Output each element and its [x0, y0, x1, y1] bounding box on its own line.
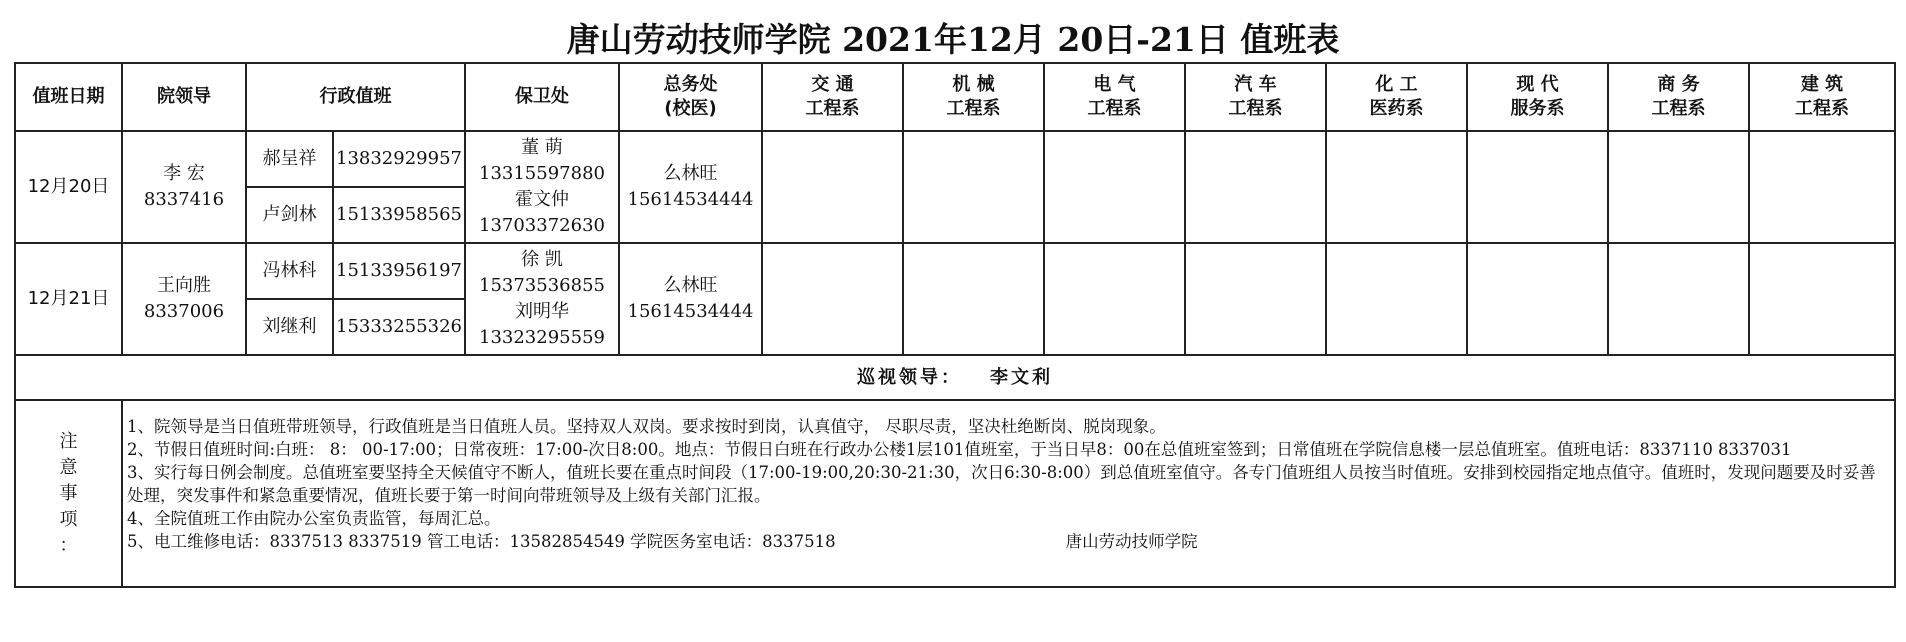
- security-phone: 15373536855: [479, 275, 605, 296]
- header-admin: 行政值班: [246, 63, 465, 131]
- note-item-last: [127, 530, 1890, 553]
- notes-label-char: 项: [59, 508, 78, 530]
- notes-label-char: 事: [59, 482, 78, 504]
- dept-line1: 机 械: [952, 74, 995, 95]
- header-dept-business: [1608, 63, 1749, 131]
- note-item: 3、实行每日例会制度。总值班室要坚持全天候值守不断人，值班长要在重点时间段（17:00-19:00,20:30-21:30，次日6:30-8:00）到总值班室值守。各专门值班组人员按当时值班。安排到校园指定地点值守。值班时，发现问题要及时妥善处理，突发事件和紧急重要情况，值班长要于第一时间向带班领导及上级有关部门汇报。: [127, 463, 1876, 505]
- dept-line1: 商 务: [1657, 74, 1700, 95]
- dept-cell-empty: [762, 131, 903, 243]
- dept-line2: 工程系: [1228, 98, 1283, 119]
- notes-content: [122, 400, 1895, 587]
- dept-line2: 工程系: [1651, 98, 1706, 119]
- dept-cell-empty: [1044, 243, 1185, 355]
- dept-cell-empty: [1326, 131, 1467, 243]
- notes-label-char: 意: [59, 456, 78, 478]
- dept-cell-empty: [1467, 131, 1608, 243]
- dept-line2: 工程系: [946, 98, 1001, 119]
- security-cell: [465, 131, 619, 243]
- dept-cell-empty: [1749, 243, 1895, 355]
- leader-cell: [122, 131, 246, 243]
- dept-line1: 电 气: [1093, 74, 1136, 95]
- security-name: 刘明华: [515, 301, 569, 322]
- general-phone: 15614534444: [627, 189, 754, 210]
- table-row: [15, 131, 1895, 187]
- table-row: [15, 243, 1895, 299]
- header-dept-electrical: [1044, 63, 1185, 131]
- header-dept-construction: [1749, 63, 1895, 131]
- duty-date: 12月21日: [15, 243, 122, 355]
- admin-phone: 15133956197: [333, 243, 465, 299]
- note-item: 1、院领导是当日值班带班领导，行政值班是当日值班人员。坚持双人双岗。要求按时到岗，认真值守， 尽职尽责，坚决杜绝断岗、脱岗现象。: [127, 417, 1166, 436]
- header-row: [15, 63, 1895, 131]
- dept-line2: 服务系: [1510, 98, 1565, 119]
- dept-cell-empty: [1467, 243, 1608, 355]
- dept-cell-empty: [903, 243, 1044, 355]
- dept-cell-empty: [1185, 131, 1326, 243]
- leader-phone: 8337006: [143, 301, 225, 322]
- patrol-name: 李文利: [990, 366, 1053, 388]
- header-security: 保卫处: [465, 63, 619, 131]
- header-general: [619, 63, 762, 131]
- security-phone: 13323295559: [479, 327, 605, 348]
- header-dept-automotive: [1185, 63, 1326, 131]
- dept-cell-empty: [903, 131, 1044, 243]
- header-date: 值班日期: [15, 63, 122, 131]
- general-cell: [619, 131, 762, 243]
- notes-label-char: 注: [59, 430, 78, 452]
- dept-cell-empty: [1608, 243, 1749, 355]
- patrol-label: 巡视领导：: [857, 366, 962, 388]
- duty-date: 12月20日: [15, 131, 122, 243]
- admin-phone: 13832929957: [333, 131, 465, 187]
- note-item: 4、全院值班工作由院办公室负责监管，每周汇总。: [127, 509, 501, 528]
- header-leader: 院领导: [122, 63, 246, 131]
- dept-line1: 建 筑: [1800, 74, 1844, 95]
- notes-label: [15, 400, 122, 587]
- signature: 唐山劳动技师学院: [1065, 532, 1198, 551]
- dept-cell-empty: [1608, 131, 1749, 243]
- leader-phone: 8337416: [143, 189, 225, 210]
- general-name: 么林旺: [663, 275, 718, 296]
- security-name: 霍文仲: [515, 189, 569, 210]
- dept-line1: 交 通: [811, 74, 854, 95]
- header-general-line2: (校医): [664, 98, 717, 119]
- duty-table: [14, 62, 1896, 588]
- leader-cell: [122, 243, 246, 355]
- general-name: 么林旺: [663, 163, 718, 184]
- admin-name: 卢剑林: [246, 187, 333, 243]
- admin-name: 刘继利: [246, 299, 333, 355]
- header-dept-transport: [762, 63, 903, 131]
- dept-line2: 医药系: [1369, 98, 1424, 119]
- general-phone: 15614534444: [627, 301, 754, 322]
- dept-cell-empty: [762, 243, 903, 355]
- leader-name: 李 宏: [163, 163, 205, 184]
- admin-phone: 15133958565: [333, 187, 465, 243]
- security-name: 徐 凯: [521, 249, 563, 270]
- admin-name: 冯林科: [246, 243, 333, 299]
- header-dept-chemical: [1326, 63, 1467, 131]
- header-dept-mechanical: [903, 63, 1044, 131]
- note-item: 5、电工维修电话：8337513 8337519 管工电话：13582854549 学院医务室电话：8337518: [127, 532, 836, 551]
- patrol-row: [15, 355, 1895, 400]
- security-phone: 13315597880: [479, 163, 605, 184]
- security-cell: [465, 243, 619, 355]
- admin-phone: 15333255326: [333, 299, 465, 355]
- header-dept-service: [1467, 63, 1608, 131]
- dept-cell-empty: [1044, 131, 1185, 243]
- dept-cell-empty: [1749, 131, 1895, 243]
- dept-line1: 汽 车: [1234, 74, 1277, 95]
- dept-cell-empty: [1185, 243, 1326, 355]
- security-name: 董 萌: [521, 137, 563, 158]
- dept-line2: 工程系: [1087, 98, 1142, 119]
- security-phone: 13703372630: [479, 215, 605, 236]
- admin-name: 郝呈祥: [246, 131, 333, 187]
- dept-line2: 工程系: [1795, 98, 1849, 119]
- notes-row: [15, 400, 1895, 587]
- patrol-leader: [15, 355, 1895, 400]
- dept-line1: 现 代: [1516, 74, 1559, 95]
- notes-label-char: ：: [59, 534, 78, 556]
- general-cell: [619, 243, 762, 355]
- page-title: 唐山劳动技师学院 2021年12月 20日-21日 值班表: [566, 20, 1340, 59]
- dept-cell-empty: [1326, 243, 1467, 355]
- dept-line2: 工程系: [805, 98, 860, 119]
- note-item: 2、节假日值班时间:白班： 8： 00-17:00；日常夜班：17:00-次日8:00。地点：节假日白班在行政办公楼1层101值班室，于当日早8：00在总值班室签到；日常值班在学院信息楼一层总值班室。值班电话：8337110 8337031: [127, 440, 1792, 459]
- leader-name: 王向胜: [157, 275, 211, 296]
- header-general-line1: 总务处: [663, 74, 718, 95]
- dept-line1: 化 工: [1375, 74, 1418, 95]
